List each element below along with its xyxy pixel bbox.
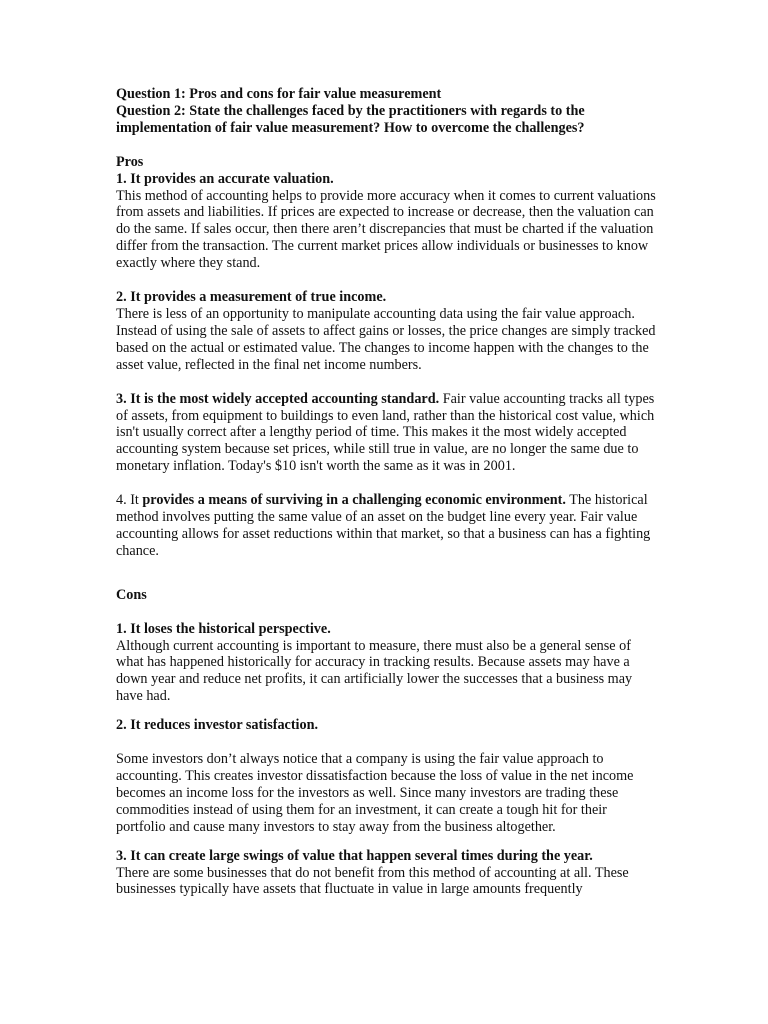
pros-item-3-title: 3. It is the most widely accepted accounting standard. <box>116 390 440 407</box>
pros-item-2-body: There is less of an opportunity to manipulate accounting data using the fair value approach. Instead of using the sale of assets to affect gains or losses, the price changes are simply tracked based on the actual or estimated value. The changes to income happen with the changes to the asset value, reflected in the final net income numbers. <box>116 305 656 373</box>
pros-heading: Pros <box>116 153 144 170</box>
cons-item-2-body: Some investors don’t always notice that a company is using the fair value approach to accounting. This creates investor dissatisfaction because the loss of value in the net income becomes an income loss for the investors as well. Since many investors are trading these commodities instead of using them for an investment, it can create a tough hit for their portfolio and cause many investors to stay away from the business altogether. <box>116 751 634 835</box>
cons-item-3-body: There are some businesses that do not benefit from this method of accounting at all. These businesses typically have assets that fluctuate in value in large amounts frequently <box>116 864 629 898</box>
cons-item-2-title: 2. It reduces investor satisfaction. <box>116 717 319 734</box>
pros-item-3-body: Fair value accounting tracks all types of assets, from equipment to buildings to even land, rather than the historical cost value, which isn't usually correct after a lengthy period of time. This makes it the most widely accepted accounting system because set prices, while still true in value, are no longer the same due to monetary inflation. Today's $10 isn't worth the same as it was in 2001. <box>116 390 655 475</box>
cons-item-1-title: 1. It loses the historical perspective. <box>116 620 331 637</box>
document-body <box>116 86 656 898</box>
question-2: Question 2: State the challenges faced by the practitioners with regards to the implementation of fair value measurement? How to overcome the challenges? <box>116 102 585 136</box>
cons-item-3-title: 3. It can create large swings of value that happen several times during the year. <box>116 847 593 864</box>
pros-item-3 <box>116 391 656 476</box>
pros-item-4-title: provides a means of surviving in a challenging economic environment. <box>142 492 566 509</box>
cons-item-1-body: Although current accounting is important to measure, there must also be a general sense of what has happened historically for accuracy in tracking results. Because assets may have a down year and reduce net profits, it can artificially lower the successes that a business may have had. <box>116 637 633 705</box>
pros-item-4-prefix: 4. It <box>116 492 143 509</box>
pros-item-4 <box>116 492 656 560</box>
pros-item-1-title: 1. It provides an accurate valuation. <box>116 170 334 187</box>
pros-item-4-body: The historical method involves putting the same value of an asset on the budget line every year. Fair value accounting allows for asset reductions within that market, so that a business can has a fighting chance. <box>116 492 651 559</box>
question-1: Question 1: Pros and cons for fair value measurement <box>116 86 442 102</box>
cons-heading: Cons <box>116 586 147 603</box>
pros-item-2-title: 2. It provides a measurement of true income. <box>116 289 387 306</box>
pros-item-1-body: This method of accounting helps to provide more accuracy when it comes to current valuations from assets and liabilities. If prices are expected to increase or decrease, then the valuation can do the same. If sales occur, then there aren’t discrepancies that must be charted if the valuation differ from the transaction. The current market prices allow individuals or businesses to know exactly where they stand. <box>116 187 656 272</box>
